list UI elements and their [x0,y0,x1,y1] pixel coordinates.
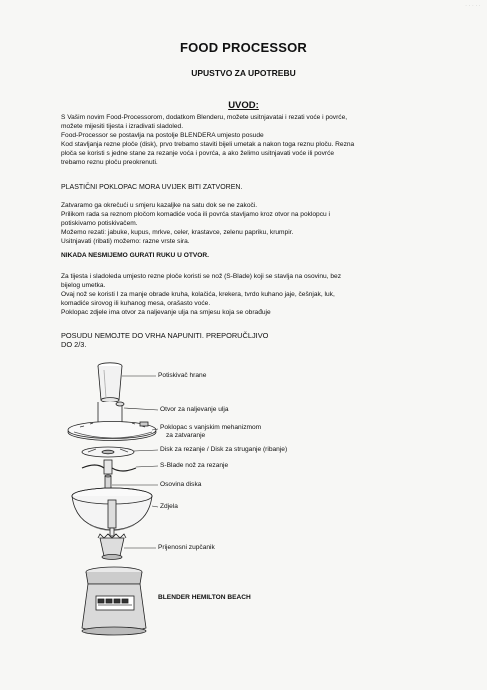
intro-line: možete mijesiti tijesta i izradivati sladoled. [61,122,184,130]
label-blender: BLENDER HEMILTON BEACH [158,594,251,601]
page-subtitle: UPUSTVO ZA UPOTREBU [191,68,296,78]
disc-icon [82,447,134,457]
operation-line: Prilikom rada sa reznom pločom komadiće voća ili povrća stavljamo kroz otvor na poklopcu i [61,210,330,218]
fill-level-line: POSUDU NEMOJTE DO VRHA NAPUNITI. PREPORUČLJIVO [61,331,269,340]
s-blade-icon [82,460,136,474]
blender-base-icon [82,567,146,635]
dough-paragraph [61,273,426,318]
label-disc: Disk za rezanje / Disk za struganje (ribanje) [160,446,288,453]
intro-line: S Vašim novim Food-Processorom, dodatkom Blenderu, možete usitnjavatai i rezati voće i povrće, [61,114,348,121]
bowl-icon [72,488,152,531]
label-food-pusher: Potiskivač hrane [158,372,207,379]
dough-line: komadiće sirovog ili kuhanog mesa, orašasto voće. [61,299,211,307]
operation-line: Usitnjavati (ribati) možemo: razne vrste sira. [61,237,190,245]
warning-notice: NIKADA NESMIJEMO GURATI RUKU U OTVOR. [61,252,209,259]
dough-line: Ovaj nož se koristi I za manje obrade kruha, kolačića, krekera, tvrdo kuhano jaje, češnjak, luk, [61,290,335,298]
cover-notice: PLASTIČNI POKLOPAC MORA UVIJEK BITI ZATVOREN. [61,184,243,191]
label-lid-line: za zatvaranje [166,432,206,439]
label-lid [160,424,261,440]
fill-level-line: DO 2/3. [61,340,87,350]
operation-line: Možemo rezati: jabuke, kupus, mrkve, celer, krastavce, zelenu papriku, krumpir. [61,228,294,236]
dough-line: bijelog umetka. [61,281,106,289]
label-lid-line: Poklopac s vanjskim mehanizmom [160,424,262,431]
operation-line: Zatvaramo ga okrečući u smjeru kazaljke na satu dok se ne zakoči. [61,202,258,209]
intro-line: Food-Processor se postavlja na postolje BLENDERA umjesto posude [61,131,264,139]
drive-gear-icon [98,528,126,560]
lid-icon [68,402,156,441]
intro-paragraph [61,114,426,167]
operation-line: potiskivamo potiskivačem. [61,219,138,227]
label-s-blade: S-Blade nož za rezanje [160,462,229,469]
operation-paragraph [61,202,426,247]
dough-line: Za tijesta i sladoleda umjesto rezne ploče koristi se nož (S-Blade) koji se stavlja na osovinu, bez [61,273,342,280]
dough-line: Poklopac zdjele ima otvor za naljevanje ulja na smjesu koja se obrađuje [61,308,271,316]
label-oil-hole: Otvor za naljevanje ulja [160,406,229,413]
base-brand-text: HAMILTON BEACH [100,605,130,609]
intro-heading: UVOD: [228,100,259,111]
parts-illustration [60,360,440,650]
label-bowl: Zdjela [160,503,178,510]
fill-level-notice [61,331,426,349]
food-pusher-icon [98,363,122,403]
intro-line: trebamo reznu ploču preokrenuti. [61,158,158,166]
intro-line: ploča se koristi s jedne stane za rezanje voća i povrća, a ako želimo usitnjavati voće ili povrće [61,149,335,157]
intro-line: Kod stavljanja rezne ploče (disk), prvo trebamo staviti bijeli umetak a nakon toga reznu ploču. Rezna [61,140,355,148]
page-title: FOOD PROCESSOR [179,40,308,55]
label-shaft: Osovina diska [160,481,202,488]
label-drive-gear: Prijenosni zupčanik [158,544,215,551]
corner-mark: · · · · · [465,3,481,8]
parts-diagram [60,360,440,650]
